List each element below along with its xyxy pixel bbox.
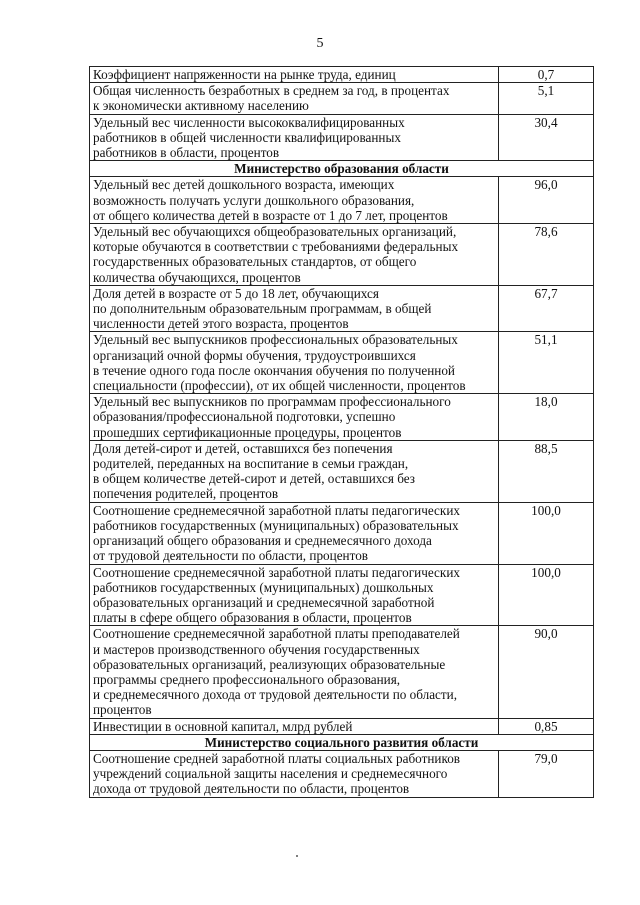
indicator-value: 5,1 [499,83,594,114]
table-row [90,114,594,161]
indicator-value: 100,0 [499,502,594,564]
indicator-label: Соотношение среднемесячной заработной платы педагогических работников государственных (муниципальных) образовательных организаций общего образования и среднемесячного дохода от трудовой деятельности по области, процентов [90,502,499,564]
indicators-table-body [90,67,594,798]
table-row [90,626,594,718]
page-number: 5 [316,36,324,51]
indicator-label: Соотношение среднемесячной заработной платы преподавателей и мастеров производственного обучения государственных образовательных организаций, реализующих образовательные программы среднего профессионального образования, и среднемесячного дохода от трудовой деятельности по области, процентов [90,626,499,718]
indicator-value: 78,6 [499,224,594,286]
indicator-label: Соотношение средней заработной платы социальных работников учреждений социальной защиты населения и среднемесячного дохода от трудовой деятельности по области, процентов [90,750,499,797]
section-row [90,161,594,177]
table-row [90,502,594,564]
table-row [90,440,594,502]
indicator-label: Удельный вес численности высококвалифицированных работников в общей численности квалифицированных работников в области, процентов [90,114,499,161]
indicator-value: 30,4 [499,114,594,161]
indicator-value: 67,7 [499,285,594,332]
indicator-value: 100,0 [499,564,594,626]
table-row [90,224,594,286]
indicator-value: 51,1 [499,332,594,394]
table-row [90,718,594,734]
table-row [90,750,594,797]
indicator-value: 0,85 [499,718,594,734]
table-row [90,83,594,114]
indicators-table [89,66,594,798]
indicator-label: Коэффициент напряженности на рынке труда, единиц [90,67,499,83]
indicator-label: Инвестиции в основной капитал, млрд рублей [90,718,499,734]
indicator-label: Удельный вес детей дошкольного возраста, имеющих возможность получать услуги дошкольного образования, от общего количества детей в возрасте от 1 до 7 лет, процентов [90,177,499,224]
indicator-label: Удельный вес обучающихся общеобразовательных организаций, которые обучаются в соответствии с требованиями федеральных государственных образовательных стандартов, от общего количества обучающихся, процентов [90,224,499,286]
table-row [90,285,594,332]
indicator-value: 96,0 [499,177,594,224]
scan-speck [296,855,298,857]
section-title: Министерство социального развития области [90,734,594,750]
table-row [90,394,594,441]
table-row [90,564,594,626]
indicator-label: Доля детей-сирот и детей, оставшихся без попечения родителей, переданных на воспитание в семьи граждан, в общем количестве детей-сирот и детей, оставшихся без попечения родителей, процентов [90,440,499,502]
indicator-value: 18,0 [499,394,594,441]
table-row [90,177,594,224]
section-row [90,734,594,750]
indicator-value: 90,0 [499,626,594,718]
indicator-label: Общая численность безработных в среднем за год, в процентах к экономически активному населению [90,83,499,114]
table-row [90,67,594,83]
indicator-label: Удельный вес выпускников профессиональных образовательных организаций очной формы обучения, трудоустроившихся в течение одного года после окончания обучения по полученной специальности (профессии), от их общей численности, процентов [90,332,499,394]
table-row [90,332,594,394]
indicator-value: 0,7 [499,67,594,83]
indicator-value: 88,5 [499,440,594,502]
indicator-label: Доля детей в возрасте от 5 до 18 лет, обучающихся по дополнительным образовательным программам, в общей численности детей этого возраста, процентов [90,285,499,332]
indicator-value: 79,0 [499,750,594,797]
indicator-label: Соотношение среднемесячной заработной платы педагогических работников государственных (муниципальных) дошкольных образовательных организаций и среднемесячной заработной платы в сфере общего образования в области, процентов [90,564,499,626]
indicator-label: Удельный вес выпускников по программам профессионального образования/профессиональной подготовки, успешно прошедших сертификационные процедуры, процентов [90,394,499,441]
section-title: Министерство образования области [90,161,594,177]
